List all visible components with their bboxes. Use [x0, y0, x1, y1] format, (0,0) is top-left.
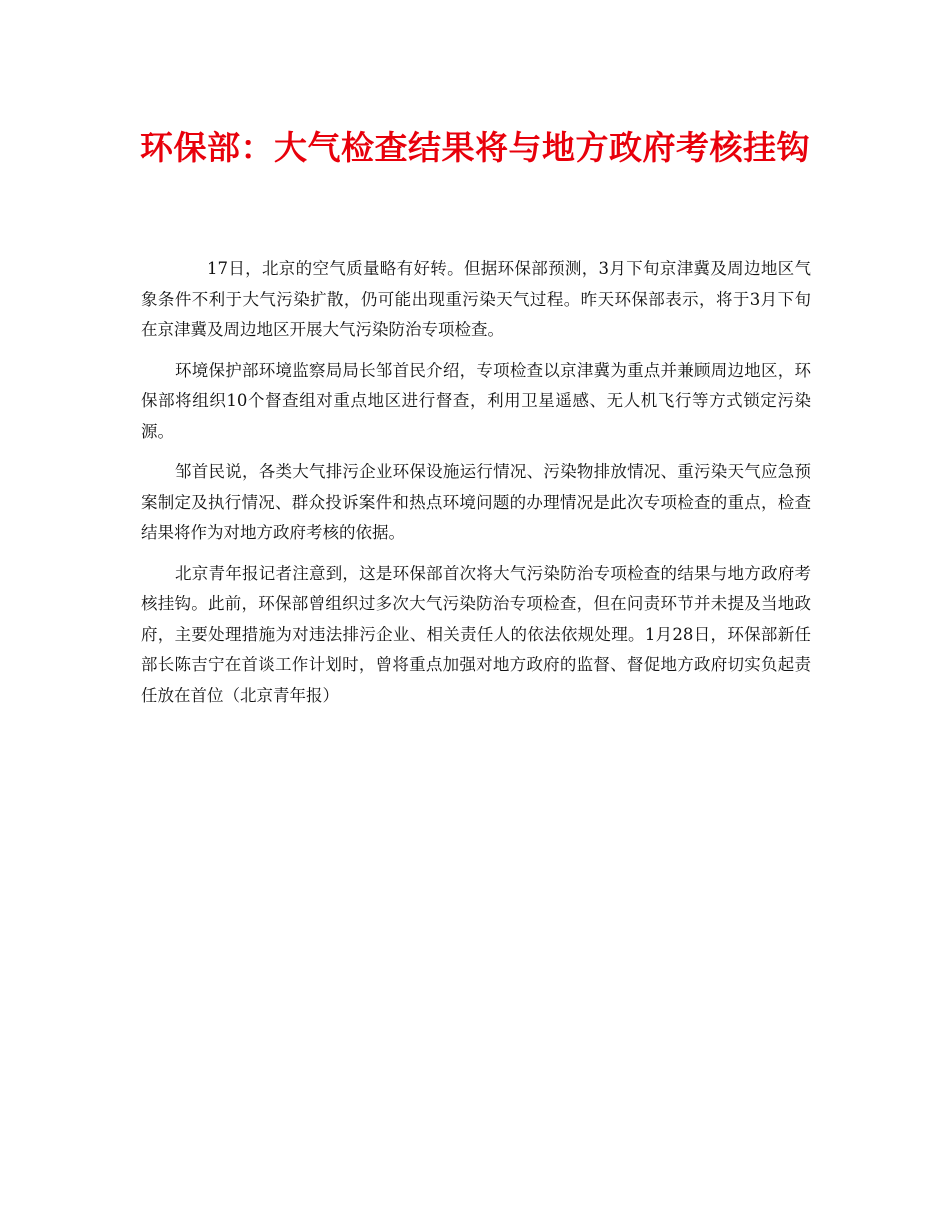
paragraph-4: 北京青年报记者注意到，这是环保部首次将大气污染防治专项检查的结果与地方政府考核挂钩。此前，环保部曾组织过多次大气污染防治专项检查，但在问责环节并未提及当地政府，主要处理措施为对违法排污企业、相关责任人的依法依规处理。1月28日，环保部新任部长陈吉宁在首谈工作计划时，曾将重点加强对地方政府的监督、督促地方政府切实负起责任放在首位（北京青年报） [141, 563, 811, 705]
paragraph-2: 环境保护部环境监察局局长邹首民介绍，专项检查以京津冀为重点并兼顾周边地区，环保部将组织10个督查组对重点地区进行督查，利用卫星遥感、无人机飞行等方式锁定污染源。 [141, 360, 811, 441]
article-body [141, 254, 811, 721]
paragraph-1: 17日，北京的空气质量略有好转。但据环保部预测，3月下旬京津冀及周边地区气象条件不利于大气污染扩散，仍可能出现重污染天气过程。昨天环保部表示，将于3月下旬在京津冀及周边地区开展大气污染防治专项检查。 [141, 259, 811, 339]
page-title: 环保部：大气检查结果将与地方政府考核挂钩 [140, 128, 810, 167]
paragraph-3: 邹首民说，各类大气排污企业环保设施运行情况、污染物排放情况、重污染天气应急预案制定及执行情况、群众投诉案件和热点环境问题的办理情况是此次专项检查的重点，检查结果将作为对地方政府考核的依据。 [141, 462, 811, 542]
